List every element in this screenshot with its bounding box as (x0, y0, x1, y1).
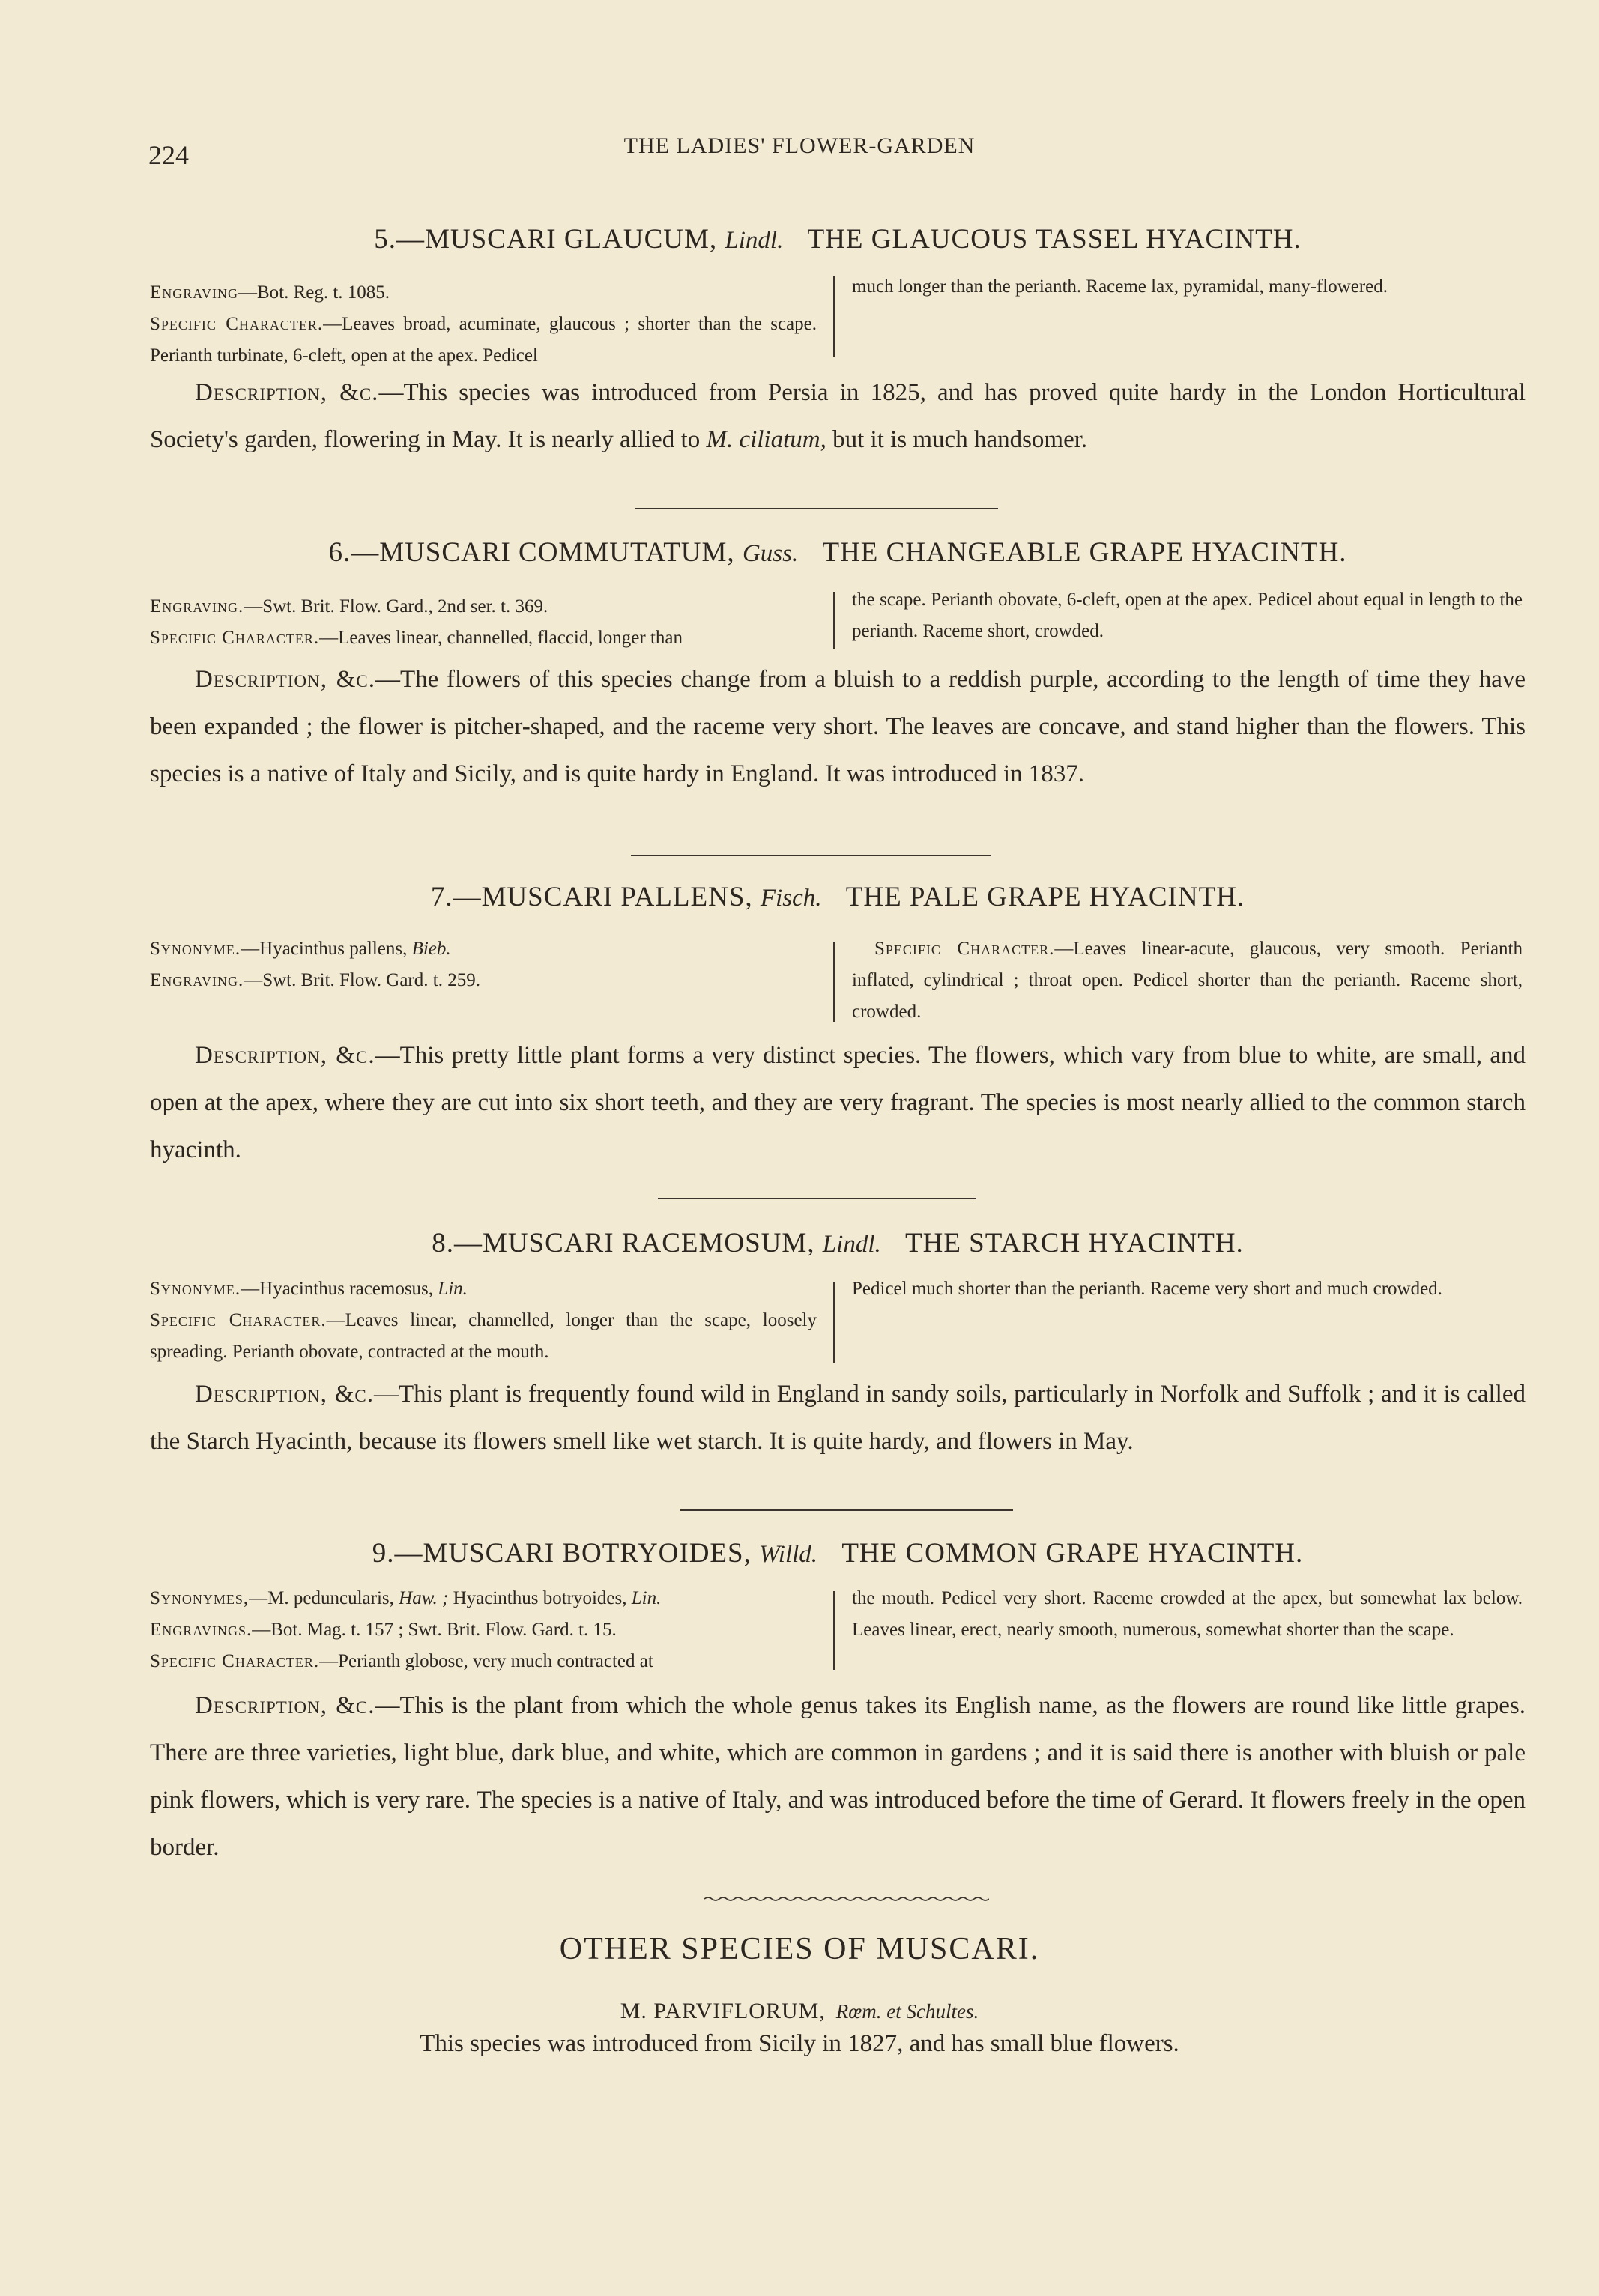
page-number: 224 (148, 140, 189, 170)
reference-line: Specific Character.—Leaves linear, channelled, longer than the scape, loosely spreading. Perianth obovate, contracted at the mouth. (150, 1310, 817, 1362)
description-lead: Description, &c. (195, 1381, 374, 1408)
other-species-heading (0, 1999, 1599, 2024)
reference-line: Synonyme.—Hyacinthus pallens, Bieb. (150, 939, 451, 959)
description-7: Description, &c.—This pretty little plant forms a very distinct species. The flowers, which vary from blue to white, are small, and open at the apex, where they are cut into six short teeth, and they are very fragrant. The species is most nearly allied to the common starch hyacinth. (150, 1042, 1526, 1163)
references-left-9 (150, 1583, 817, 1677)
common-name: THE PALE GRAPE HYACINTH. (845, 882, 1245, 912)
authority: Guss. (742, 540, 799, 567)
authority: Rœm. et Schultes. (835, 2000, 979, 2023)
description-lead: Description, &c. (195, 666, 375, 693)
description-lead: Description, &c. (195, 1692, 375, 1719)
common-name: THE STARCH HYACINTH. (905, 1228, 1244, 1258)
species-name: M. PARVIFLORUM, (620, 1999, 826, 2023)
section-rule (631, 855, 991, 856)
description-9: Description, &c.—This is the plant from which the whole genus takes its English name, as the flowers are round like little grapes. There are three varieties, light blue, dark blue, and white, which are common in gardens ; and it is said there is another with bluish or pale pink flowers, which is very rare. The species is a native of Italy, and was introduced before the time of Gerard. It flowers freely in the open border. (150, 1692, 1526, 1861)
description-lead: Description, &c. (195, 1042, 375, 1069)
reference-line: Engraving—Bot. Reg. t. 1085. (150, 282, 390, 303)
authority: Willd. (759, 1541, 818, 1568)
reference-line: Engravings.—Bot. Mag. t. 157 ; Swt. Brit. Flow. Gard. t. 15. (150, 1620, 617, 1640)
reference-line: Specific Character.—Leaves broad, acuminate, glaucous ; shorter than the scape. Perianth turbinate, 6-cleft, open at the apex. Pedicel (150, 314, 817, 366)
other-species-text: This species was introduced from Sicily in 1827, and has small blue flowers. (420, 2030, 1179, 2057)
latin-name: MUSCARI RACEMOSUM, (482, 1228, 815, 1258)
reference-line: Synonyme.—Hyacinthus racemosus, Lin. (150, 1279, 468, 1299)
entry-heading-7: 7.—MUSCARI PALLENS, Fisch. THE PALE GRAPE HYACINTH. (430, 882, 1245, 912)
description-8: Description, &c.—This plant is frequently found wild in England in sandy soils, particularly in Norfolk and Suffolk ; and it is called the Starch Hyacinth, because its flowers smell like wet starch. It is quite hardy, and flowers in May. (150, 1381, 1526, 1455)
wavy-ornament-rule (704, 1895, 989, 1903)
column-divider (833, 1282, 835, 1363)
common-name: THE GLAUCOUS TASSEL HYACINTH. (807, 224, 1302, 255)
section-rule (680, 1509, 1013, 1511)
references-left-6 (150, 591, 817, 654)
authority: Fisch. (760, 885, 822, 912)
running-head: THE LADIES' FLOWER-GARDEN (623, 133, 976, 158)
authority: Lindl. (822, 1231, 881, 1258)
section-rule (658, 1198, 976, 1199)
references-right-7: Specific Character.—Leaves linear-acute, glaucous, very smooth. Perianth inflated, cylindrical ; throat open. Pedicel shorter than the perianth. Raceme short, crowded. (852, 939, 1523, 1022)
entry-heading-6: 6.—MUSCARI COMMUTATUM, Guss. THE CHANGEABLE GRAPE HYACINTH. (328, 537, 1347, 568)
reference-line: Specific Character.—Perianth globose, very much contracted at (150, 1651, 653, 1671)
reference-line: Synonymes,—M. peduncularis, Haw. ; Hyacinthus botryoides, Lin. (150, 1588, 662, 1608)
reference-line: Engraving.—Swt. Brit. Flow. Gard. t. 259. (150, 970, 480, 990)
other-species-title: OTHER SPECIES OF MUSCARI. (559, 1932, 1040, 1966)
references-right-5: much longer than the perianth. Raceme lax, pyramidal, many-flowered. (852, 276, 1388, 297)
description-lead: Description, &c. (195, 379, 379, 406)
references-left-7 (150, 933, 817, 996)
latin-name: MUSCARI BOTRYOIDES, (423, 1538, 752, 1569)
entry-number: 5. (374, 224, 396, 255)
reference-line: Specific Character.—Leaves linear, channelled, flaccid, longer than (150, 628, 683, 648)
latin-name: MUSCARI GLAUCUM, (424, 224, 718, 255)
references-right-9: the mouth. Pedicel very short. Raceme crowded at the apex, but somewhat lax below. Leaves linear, erect, nearly smooth, numerous, somewhat shorter than the scape. (852, 1588, 1523, 1640)
references-right-6: the scape. Perianth obovate, 6-cleft, open at the apex. Pedicel about equal in length to the perianth. Raceme short, crowded. (852, 590, 1523, 641)
section-rule (635, 508, 998, 509)
common-name: THE COMMON GRAPE HYACINTH. (841, 1538, 1304, 1569)
references-left-8 (150, 1273, 817, 1368)
entry-heading-5: 5.—MUSCARI GLAUCUM, Lindl. THE GLAUCOUS TASSEL HYACINTH. (374, 224, 1302, 255)
column-divider (833, 942, 835, 1022)
description-6: Description, &c.—The flowers of this species change from a bluish to a reddish purple, according to the length of time they have been expanded ; the flower is pitcher-shaped, and the raceme very short. The leaves are concave, and stand higher than the flowers. This species is a native of Italy and Sicily, and is quite hardy in England. It was introduced in 1837. (150, 666, 1526, 787)
reference-line: Engraving.—Swt. Brit. Flow. Gard., 2nd ser. t. 369. (150, 596, 548, 617)
entry-heading-9: 9.—MUSCARI BOTRYOIDES, Willd. THE COMMON GRAPE HYACINTH. (372, 1538, 1304, 1569)
latin-name: MUSCARI COMMUTATUM, (379, 537, 735, 568)
latin-name: MUSCARI PALLENS, (481, 882, 753, 912)
common-name: THE CHANGEABLE GRAPE HYACINTH. (822, 537, 1347, 568)
authority: Lindl. (725, 227, 784, 254)
references-left-5 (150, 277, 817, 372)
description-5: Description, &c.—This species was introduced from Persia in 1825, and has proved quite hardy in the London Horticultural Society's garden, flowering in May. It is nearly allied to M. ciliatum, but it is much handsomer. (150, 379, 1526, 453)
entry-heading-8: 8.—MUSCARI RACEMOSUM, Lindl. THE STARCH HYACINTH. (432, 1228, 1244, 1258)
column-divider (833, 276, 835, 357)
column-divider (833, 1591, 835, 1670)
column-divider (833, 592, 835, 649)
references-right-8: Pedicel much shorter than the perianth. Raceme very short and much crowded. (852, 1279, 1442, 1299)
